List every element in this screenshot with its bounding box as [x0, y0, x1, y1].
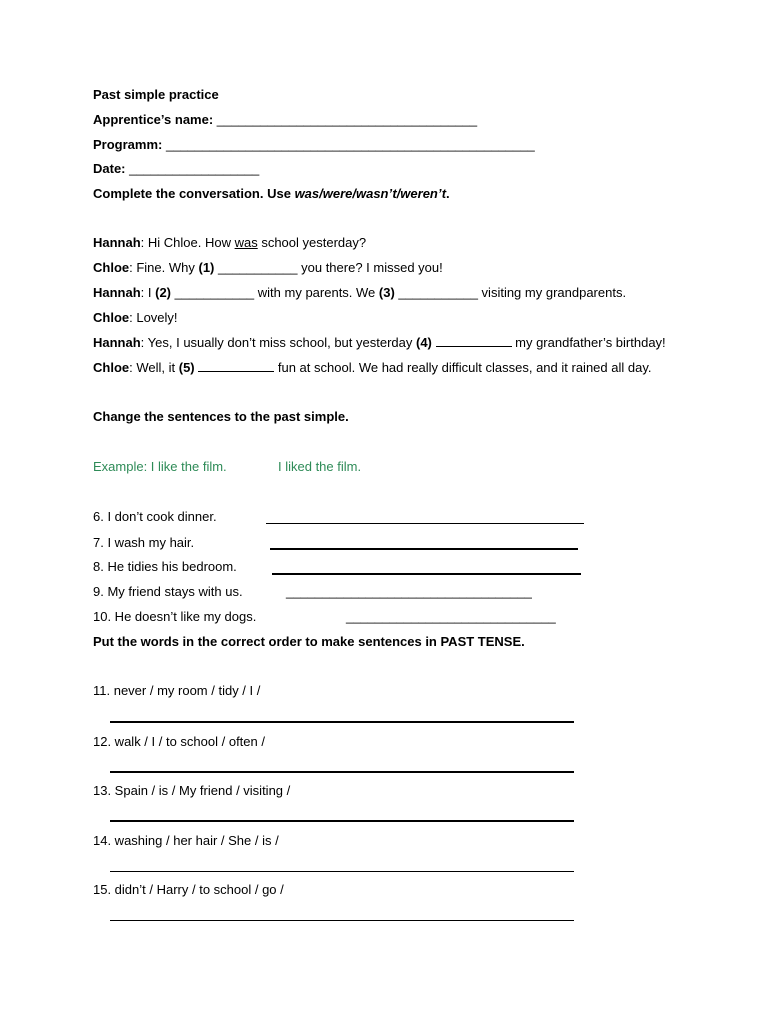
line-text: ___________ you there? I missed you! [214, 260, 443, 275]
section1-instruction-end: . [446, 186, 450, 201]
line-text: my grandfather’s birthday! [515, 335, 666, 350]
line-text: ___________ visiting my grandparents. [394, 285, 627, 300]
conversation-line-6 [93, 359, 651, 376]
date-label: Date: [93, 161, 126, 176]
example-answer: was [234, 235, 258, 250]
line-text: : I [140, 285, 156, 300]
sentence-item-6: 6. I don’t cook dinner. [93, 509, 217, 524]
speaker-name: Hannah [93, 235, 141, 250]
gap-number: (2) [155, 285, 172, 300]
apprentice-name-row [93, 112, 477, 128]
answer-line-13[interactable] [110, 820, 574, 822]
answer-line-7[interactable] [270, 548, 578, 550]
gap-number: (5) [178, 360, 195, 375]
reorder-item-15: 15. didn’t / Harry / to school / go / [93, 882, 284, 897]
section3-instruction: Put the words in the correct order to make sentences in PAST TENSE. [93, 634, 525, 649]
example-answer: I liked the film. [278, 459, 362, 474]
line-text: : Well, it [129, 360, 179, 375]
conversation-line-5 [93, 334, 666, 351]
reorder-item-13: 13. Spain / is / My friend / visiting / [93, 783, 291, 798]
line-text: : Yes, I usually don’t miss school, but yesterday [140, 335, 416, 350]
gap-number: (1) [198, 260, 215, 275]
answer-line-14[interactable] [110, 871, 574, 872]
reorder-item-11: 11. never / my room / tidy / I / [93, 683, 261, 698]
speaker-name: Chloe [93, 260, 130, 275]
speaker-name: Chloe [93, 360, 130, 375]
conversation-line-3 [93, 285, 626, 301]
worksheet-title: Past simple practice [93, 87, 219, 102]
line-text: fun at school. We had really difficult classes, and it rained all day. [277, 360, 652, 375]
line-text: : Hi Chloe. How [140, 235, 235, 250]
gap-number: (4) [415, 335, 432, 350]
line-text: ___________ with my parents. We [171, 285, 379, 300]
apprentice-name-blank[interactable]: ____________________________________ [216, 112, 478, 127]
answer-line-10[interactable]: _____________________________ [346, 609, 556, 624]
apprentice-name-label: Apprentice’s name: [93, 112, 214, 127]
speaker-name: Hannah [93, 335, 141, 350]
sentence-item-9: 9. My friend stays with us. [93, 584, 243, 599]
sentence-item-7: 7. I wash my hair. [93, 535, 195, 550]
answer-blank[interactable] [436, 334, 512, 347]
line-text: : Lovely! [129, 310, 178, 325]
section1-instruction-words: was/were/wasn’t/weren’t [294, 186, 447, 201]
conversation-line-2 [93, 260, 443, 276]
answer-line-12[interactable] [110, 771, 574, 773]
date-row [93, 161, 259, 177]
date-blank[interactable]: __________________ [129, 161, 260, 176]
program-row [93, 137, 535, 153]
speaker-name: Hannah [93, 285, 141, 300]
sentence-item-10: 10. He doesn’t like my dogs. [93, 609, 257, 624]
answer-blank[interactable] [198, 359, 274, 372]
section1-instruction-text: Complete the conversation. Use [93, 186, 295, 201]
section1-instruction [93, 186, 450, 202]
conversation-line-4 [93, 310, 178, 326]
answer-line-6[interactable] [266, 523, 584, 524]
line-text: school yesterday? [257, 235, 367, 250]
sentence-item-8: 8. He tidies his bedroom. [93, 559, 237, 574]
example-sentence: Example: I like the film. [93, 459, 227, 474]
program-blank[interactable]: ___________________________________________________ [165, 137, 535, 152]
gap-number: (3) [378, 285, 395, 300]
reorder-item-14: 14. washing / her hair / She / is / [93, 833, 279, 848]
answer-line-9[interactable]: __________________________________ [286, 584, 532, 599]
answer-line-8[interactable] [272, 573, 581, 575]
answer-line-11[interactable] [110, 721, 574, 723]
conversation-line-1 [93, 235, 366, 251]
reorder-item-12: 12. walk / I / to school / often / [93, 734, 265, 749]
answer-line-15[interactable] [110, 920, 574, 921]
speaker-name: Chloe [93, 310, 130, 325]
section2-instruction: Change the sentences to the past simple. [93, 409, 349, 424]
program-label: Programm: [93, 137, 163, 152]
line-text: : Fine. Why [129, 260, 199, 275]
